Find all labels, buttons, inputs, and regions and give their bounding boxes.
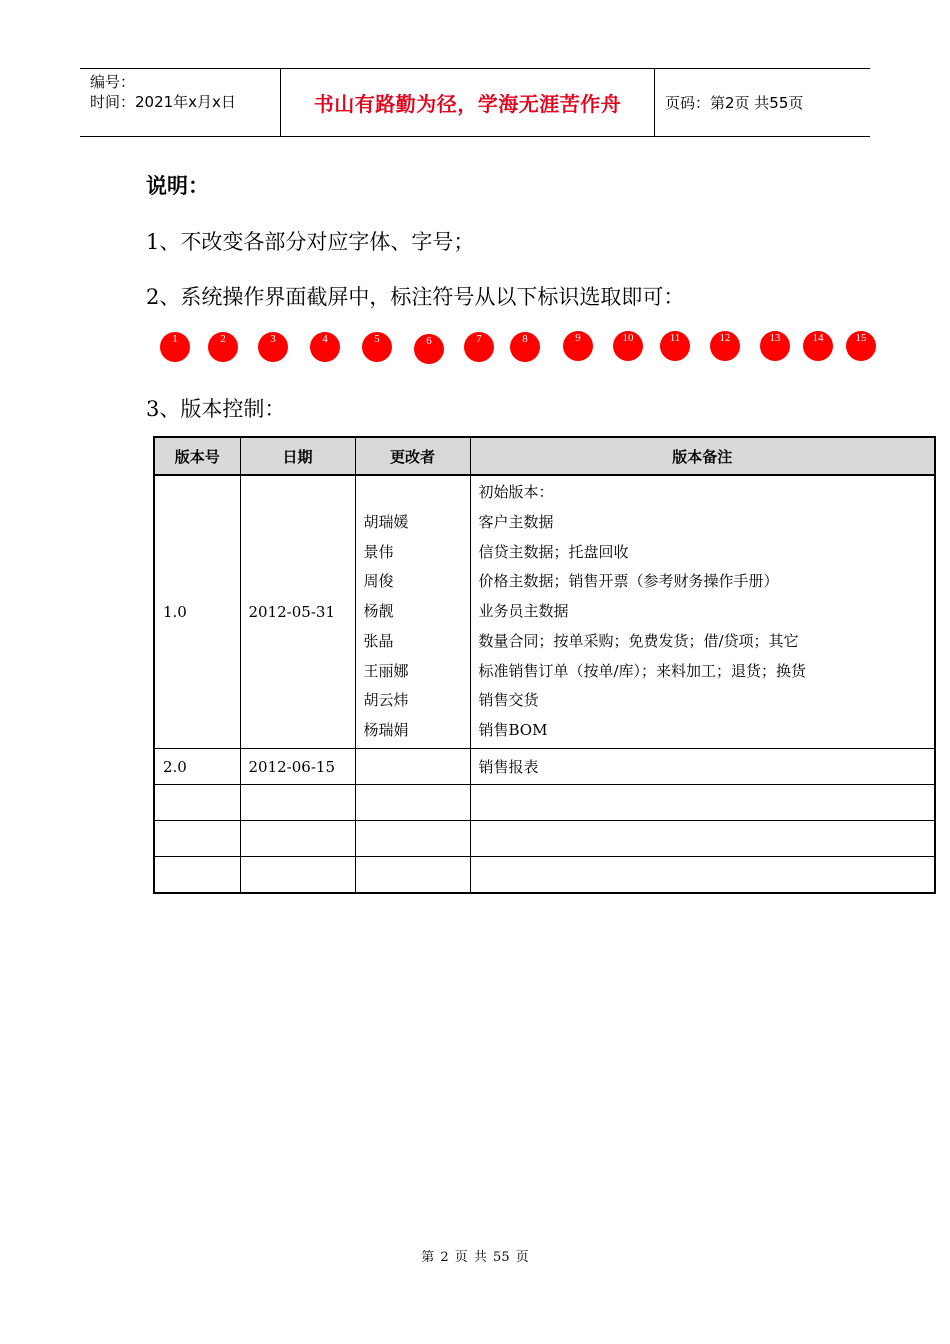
marker-circle-15: 15 [846, 331, 876, 361]
table-row [154, 857, 935, 894]
marker-circle-12: 12 [710, 331, 740, 361]
marker-circle-13: 13 [760, 331, 790, 361]
date-cell [240, 785, 355, 821]
notes-cell [470, 857, 935, 894]
version-cell [154, 857, 240, 894]
version-cell: 1.0 [154, 475, 240, 749]
editor-name: 王丽娜 [363, 661, 409, 680]
marker-circle-7: 7 [464, 332, 494, 362]
date-cell: 2012-06-15 [240, 749, 355, 785]
column-header-version: 版本号 [154, 437, 240, 475]
header-motto: 书山有路勤为径，学海无涯苦作舟 [281, 69, 655, 136]
editor-name [364, 478, 470, 508]
version-cell [154, 821, 240, 857]
date-cell: 2012-05-31 [240, 475, 355, 749]
marker-circle-3: 3 [258, 332, 288, 362]
table-row [154, 821, 935, 857]
note-line: 销售BOM [478, 720, 548, 739]
marker-circle-8: 8 [510, 332, 540, 362]
document-number-label: 编号： [90, 73, 136, 91]
editor-name: 杨靓 [363, 602, 394, 621]
marker-circle-11: 11 [660, 331, 690, 361]
marker-circle-4: 4 [310, 332, 340, 362]
table-row [154, 785, 935, 821]
editor-name: 胡云炜 [363, 691, 409, 710]
section-heading: 说明： [146, 174, 209, 198]
editor-cell [355, 857, 470, 894]
marker-circle-10: 10 [613, 331, 643, 361]
version-cell [154, 785, 240, 821]
editor-cell [355, 475, 470, 749]
note-line: 价格主数据；销售开票（参考财务操作手册） [478, 572, 779, 591]
date-cell [240, 821, 355, 857]
note-line: 初始版本： [478, 483, 554, 502]
page-header [80, 68, 870, 137]
header-page-info: 页码：第2页 共55页 [665, 94, 804, 112]
marker-symbol-row [0, 331, 950, 365]
instruction-item-3: 3、版本控制： [146, 397, 286, 421]
notes-cell [470, 785, 935, 821]
marker-circle-1: 1 [160, 332, 190, 362]
editor-name: 周俊 [363, 572, 394, 591]
editor-cell [355, 749, 470, 785]
editor-name: 张晶 [363, 631, 394, 650]
column-header-editor: 更改者 [355, 437, 470, 475]
editor-cell [355, 785, 470, 821]
table-header-row [154, 437, 935, 475]
version-control-table [153, 436, 936, 894]
notes-cell [470, 821, 935, 857]
editor-name: 杨瑞娟 [363, 720, 409, 739]
page-footer: 第 2 页 共 55 页 [421, 1250, 529, 1265]
editor-name: 胡瑞媛 [363, 513, 409, 532]
note-line: 销售交货 [478, 691, 539, 710]
notes-cell: 销售报表 [470, 749, 935, 785]
marker-circle-6: 6 [414, 334, 444, 364]
column-header-notes: 版本备注 [470, 437, 935, 475]
note-line: 客户主数据 [478, 513, 554, 532]
version-cell: 2.0 [154, 749, 240, 785]
date-cell [240, 857, 355, 894]
instruction-item-2: 2、系统操作界面截屏中，标注符号从以下标识选取即可： [146, 285, 685, 309]
column-header-date: 日期 [240, 437, 355, 475]
marker-circle-14: 14 [803, 331, 833, 361]
table-row [154, 749, 935, 785]
editor-cell [355, 821, 470, 857]
note-line: 信贷主数据；托盘回收 [478, 542, 629, 561]
notes-cell [470, 475, 935, 749]
marker-circle-5: 5 [362, 332, 392, 362]
table-row [154, 475, 935, 749]
marker-circle-2: 2 [208, 332, 238, 362]
marker-circle-9: 9 [563, 331, 593, 361]
instruction-item-1: 1、不改变各部分对应字体、字号； [146, 230, 475, 254]
note-line: 数量合同；按单采购；免费发货；借/贷项；其它 [478, 631, 799, 650]
document-time: 时间：2021年x月x日 [90, 93, 236, 111]
editor-name: 景伟 [363, 542, 394, 561]
note-line: 业务员主数据 [478, 602, 569, 621]
header-meta [80, 69, 281, 136]
note-line: 标准销售订单（按单/库）；来料加工；退货；换货 [478, 661, 807, 680]
